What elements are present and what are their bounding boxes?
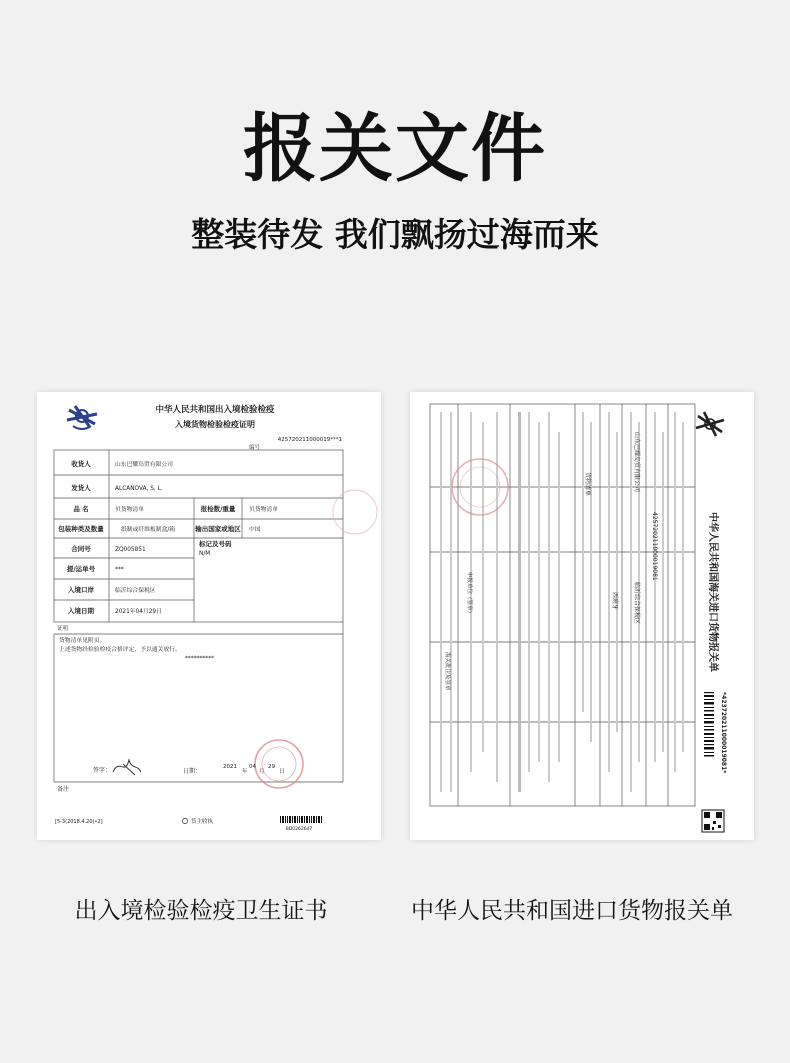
row-value-bill: *** <box>115 567 124 573</box>
caption-right: 中华人民共和国进口货物报关单 <box>411 898 733 924</box>
caption-left: 出入境检验检疫卫生证书 <box>74 898 328 924</box>
declaration-declare-note: 申报单位（签章） <box>466 572 472 617</box>
row-label-date: 入境日期 <box>68 607 94 615</box>
row-label-port: 入境口岸 <box>68 586 94 594</box>
date-day-label: 日 <box>279 769 285 775</box>
declaration-customs-no: 425720211000019081 <box>651 512 658 581</box>
row-value-date: 2021年04月29日 <box>115 609 162 615</box>
date-month-label: 月 <box>259 769 265 775</box>
signature-scribble <box>113 760 141 775</box>
row-value-goods: 贝货物清单 <box>115 507 144 513</box>
statement-stars: ********** <box>185 656 214 662</box>
statement-line-2: 上述货物经检验检疫合格评定，予以通关放行。 <box>59 647 181 653</box>
declaration-barcode-text: *423720211000019081* <box>720 692 727 774</box>
vertical-barcode-icon <box>704 692 714 757</box>
statement-label: 证明 <box>57 626 69 632</box>
customs-emblem-icon <box>696 412 724 436</box>
row-label-quantity: 报检数/重量 <box>200 505 236 513</box>
date-month: 04 <box>249 764 256 770</box>
barcode-icon <box>280 816 322 823</box>
row-label-consignee: 收货人 <box>71 460 91 468</box>
row-value-packaging: 纸制或纤维板制盒/箱 <box>121 527 176 533</box>
page-title: 报关文件 <box>243 106 547 192</box>
row-label-bill: 提/运单号 <box>66 565 96 573</box>
row-label-consignor: 发货人 <box>71 484 91 492</box>
declaration-seal-note: 海关批注及签章 <box>444 652 450 691</box>
row-label-packaging: 包装种类及数量 <box>58 525 104 533</box>
declaration-body-lines <box>440 412 684 792</box>
inspection-certificate <box>37 392 381 840</box>
statement-line-1: 货物清单见附页。 <box>59 638 106 644</box>
certificate-sheet <box>37 392 381 840</box>
row-label-origin: 输出国家或地区 <box>195 525 241 533</box>
declaration-country: 西班牙 <box>611 592 618 611</box>
certificate-number: 425720211000019***1 <box>277 437 342 443</box>
barcode-number: BD0262647 <box>285 827 313 832</box>
customs-declaration <box>410 392 754 840</box>
red-seal <box>255 490 377 788</box>
receiver-circle-icon <box>182 818 187 823</box>
row-value-port: 临沂综合保税区 <box>115 588 156 594</box>
row-value-marks: N/M <box>199 551 211 557</box>
row-label-goods: 品 名 <box>73 505 89 513</box>
row-value-quantity: 贝货物清单 <box>249 507 278 513</box>
row-value-contract: ZQ005851 <box>115 547 146 553</box>
declaration-title: 中华人民共和国海关进口货物报关单 <box>707 512 718 672</box>
date-day: 29 <box>268 764 275 770</box>
date-label: 日期： <box>183 768 202 775</box>
declaration-goods-list: 货物清单 <box>584 472 591 497</box>
ciq-emblem-icon <box>67 406 97 429</box>
date-year: 2021 <box>223 764 237 770</box>
row-label-marks: 标记及号码 <box>199 540 232 548</box>
signature-label: 签字： <box>93 767 112 774</box>
number-label: 编号 <box>249 445 261 451</box>
qr-code-icon <box>702 810 724 832</box>
date-year-label: 年 <box>242 769 248 775</box>
declaration-consignee: 山东巴耀岛贸有限公司 <box>633 432 640 493</box>
row-value-consignee: 山东巴耀岛贸有限公司 <box>115 462 173 468</box>
row-value-consignor: ALCANOVA, S. L. <box>115 486 163 492</box>
form-code: [5-3(2018.4.20)•2] <box>55 819 103 825</box>
remarks-label: 备注 <box>57 786 70 793</box>
row-value-origin: 中国 <box>249 527 261 533</box>
declaration-port: 临沂综合保税区 <box>633 582 640 625</box>
declaration-sheet <box>410 392 754 840</box>
certificate-heading-2: 入境货物检验检疫证明 <box>175 420 255 429</box>
row-label-contract: 合同号 <box>71 545 91 553</box>
page-subtitle: 整装待发 我们飘扬过海而来 <box>191 215 599 254</box>
certificate-heading-1: 中华人民共和国出入境检验检疫 <box>155 405 275 415</box>
receiver-note: 货主收执 <box>191 819 214 825</box>
